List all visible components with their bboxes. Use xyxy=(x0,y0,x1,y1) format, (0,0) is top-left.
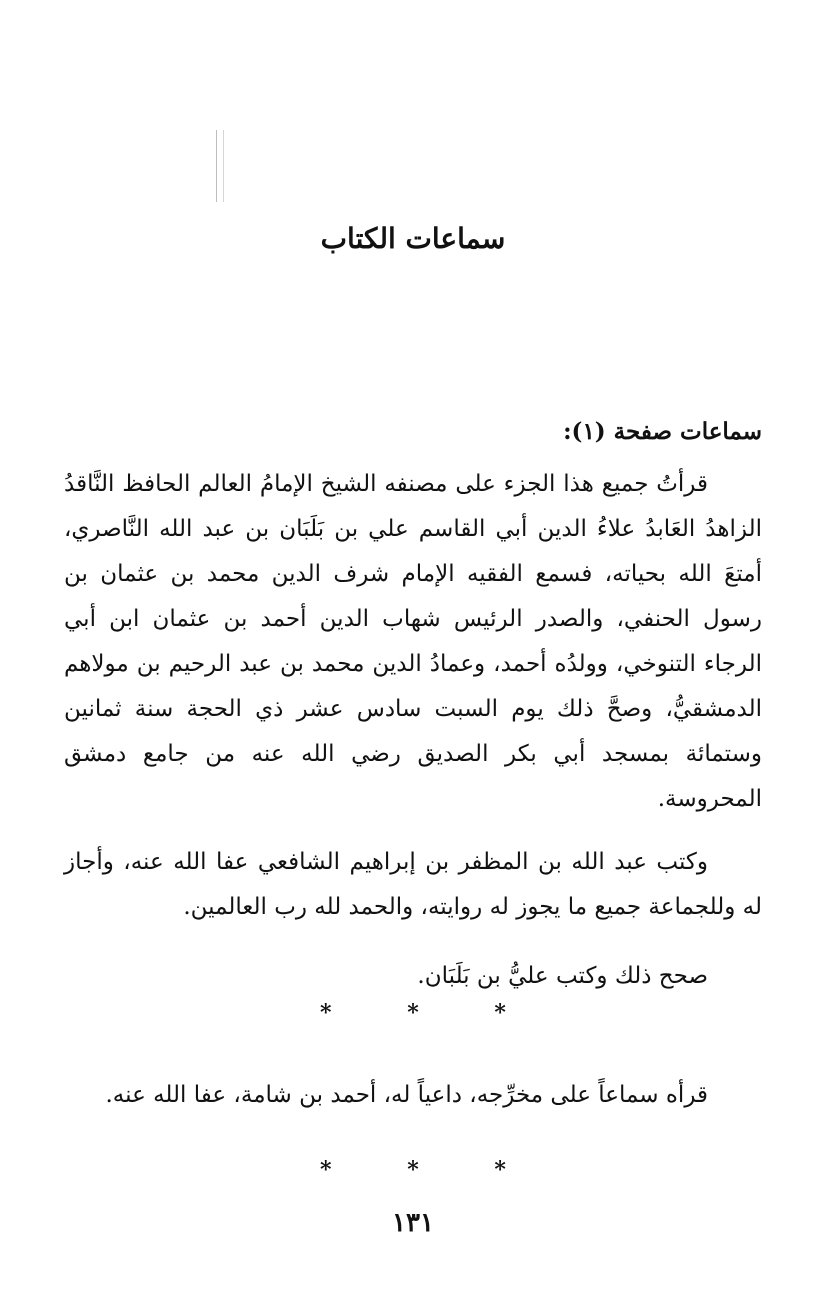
separator-star: * xyxy=(320,1000,332,1026)
page-title: سماعات الكتاب xyxy=(320,222,506,255)
separator-star: * xyxy=(407,1157,419,1183)
separator-star: * xyxy=(407,1000,419,1026)
page-number: ١٣١ xyxy=(392,1208,434,1238)
section-separator-1 xyxy=(0,1000,826,1026)
paragraph-4: قرأه سماعاً على مخرِّجه، داعياً له، أحمد بن شامة، عفا الله عنه. xyxy=(105,1082,708,1108)
paragraph-2: وكتب عبد الله بن المظفر بن إبراهيم الشافعي عفا الله عنه، وأجاز له وللجماعة جميع ما يجوز له روايته، والحمد لله رب العالمين. xyxy=(64,849,762,920)
paragraph-3: صحح ذلك وكتب عليُّ بن بَلَبَان. xyxy=(417,963,708,989)
separator-star: * xyxy=(320,1157,332,1183)
margin-mark xyxy=(216,130,224,202)
separator-star: * xyxy=(494,1157,506,1183)
section-separator-2 xyxy=(0,1157,826,1183)
section-heading: سماعات صفحة (١): xyxy=(563,418,762,445)
paragraph-1: قرأتُ جميع هذا الجزء على مصنفه الشيخ الإمامُ العالم الحافظ النَّاقدُ الزاهدُ العَابدُ علاءُ الدين أبي القاسم علي بن بَلَبَان بن عبد الله النَّاصري، أمتعَ الله بحياته، فسمع الفقيه الإمام شرف الدين محمد بن عثمان بن رسول الحنفي، والصدر الرئيس شهاب الدين أحمد بن عثمان ابن أبي الرجاء التنوخي، وولدُه أحمد، وعمادُ الدين محمد بن عبد الرحيم بن مولاهم الدمشقيُّ، وصحَّ ذلك يوم السبت سادس عشر ذي الحجة سنة ثمانين وستمائة بمسجد أبي بكر الصديق رضي الله عنه من جامع دمشق المحروسة. xyxy=(64,471,762,812)
separator-star: * xyxy=(494,1000,506,1026)
